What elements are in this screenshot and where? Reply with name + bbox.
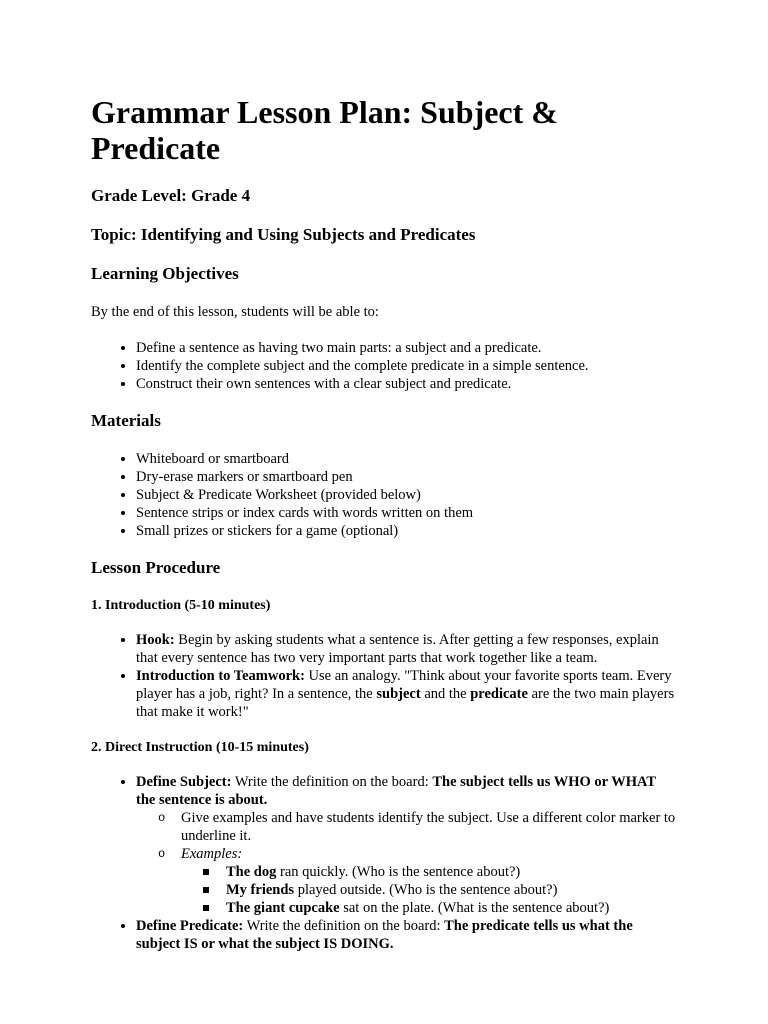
hook-label: Hook: <box>136 632 175 648</box>
list-item: • Construct their own sentences with a clear subject and predicate. <box>136 375 678 393</box>
objectives-list <box>91 339 678 393</box>
define-predicate-text: Write the definition on the board: <box>243 918 445 934</box>
grade-level-heading: Grade Level: Grade 4 <box>91 186 251 205</box>
teamwork-text: Use an analogy. "Think about your favorite sports team. Every player has a job, right? In a sentence, the <box>136 668 672 702</box>
introduction-heading: 1. Introduction (5-10 minutes) <box>91 598 271 613</box>
learning-objectives-heading: Learning Objectives <box>91 264 239 283</box>
hook-text: Begin by asking students what a sentence is. After getting a few responses, explain that every sentence has two very important parts that work together like a team. <box>136 632 659 666</box>
example-rest: sat on the plate. (What is the sentence about?) <box>339 900 610 916</box>
list-item: • Subject & Predicate Worksheet (provided below) <box>136 486 678 504</box>
list-item: • Whiteboard or smartboard <box>136 450 678 468</box>
example-subject: The giant cupcake <box>226 900 340 916</box>
subject-term: subject <box>376 686 421 702</box>
example-subject: The dog <box>226 864 277 880</box>
example-subject: My friends <box>226 882 295 898</box>
list-item: o Give examples and have students identify the subject. Use a different color marker to underline it. <box>181 809 678 845</box>
predicate-definition: The predicate tells us what the subject IS or what the subject IS DOING. <box>136 918 633 952</box>
list-item: • Dry-erase markers or smartboard pen <box>136 468 678 486</box>
list-item: • Identify the complete subject and the complete predicate in a simple sentence. <box>136 357 678 375</box>
objectives-intro: By the end of this lesson, students will be able to: <box>91 304 379 320</box>
direct-instruction-heading: 2. Direct Instruction (10-15 minutes) <box>91 740 309 755</box>
define-predicate-item <box>136 917 678 953</box>
introduction-list <box>91 631 678 721</box>
examples-label: Examples: <box>181 846 243 862</box>
list-item: • Define a sentence as having two main parts: a subject and a predicate. <box>136 339 678 357</box>
example-item <box>226 899 678 917</box>
subject-definition: The subject tells us WHO or WHAT the sentence is about. <box>136 774 656 808</box>
define-predicate-label: Define Predicate: <box>136 918 244 934</box>
hook-item <box>136 631 678 667</box>
list-item: • Sentence strips or index cards with words written on them <box>136 504 678 522</box>
define-subject-text: Write the definition on the board: <box>231 774 433 790</box>
example-item <box>226 863 678 881</box>
examples-item <box>181 845 678 917</box>
materials-heading: Materials <box>91 411 161 430</box>
lesson-procedure-heading: Lesson Procedure <box>91 558 221 577</box>
examples-list <box>181 863 678 917</box>
direct-instruction-list <box>91 773 678 953</box>
example-rest: played outside. (Who is the sentence about?) <box>294 882 558 898</box>
predicate-term: predicate <box>470 686 528 702</box>
teamwork-text: and the <box>420 686 471 702</box>
teamwork-item <box>136 667 678 721</box>
teamwork-text: are the two main players that make it work!" <box>136 686 675 720</box>
define-subject-item <box>136 773 678 917</box>
list-item: • Small prizes or stickers for a game (optional) <box>136 522 678 540</box>
topic-heading: Topic: Identifying and Using Subjects and Predicates <box>91 225 476 244</box>
example-rest: ran quickly. (Who is the sentence about?) <box>276 864 521 880</box>
document-title: Grammar Lesson Plan: Subject & Predicate <box>91 94 558 166</box>
example-item <box>226 881 678 899</box>
define-subject-label: Define Subject: <box>136 774 232 790</box>
subject-sublist <box>136 809 678 917</box>
materials-list <box>91 450 678 540</box>
teamwork-label: Introduction to Teamwork: <box>136 668 305 684</box>
